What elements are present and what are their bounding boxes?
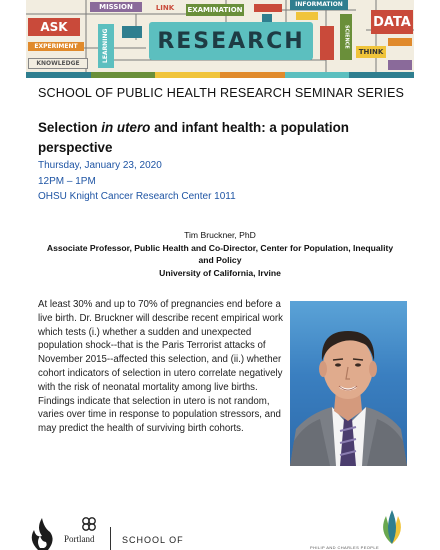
psu-logo-icon xyxy=(83,518,95,530)
speaker-name: Tim Bruckner, PhD xyxy=(184,230,256,240)
banner-word-information: INFORMATION xyxy=(290,0,348,10)
school-wordmark: SCHOOL OF xyxy=(122,535,184,545)
speaker-photo xyxy=(290,301,407,466)
research-word-cloud-banner xyxy=(26,0,414,72)
event-title xyxy=(38,118,378,158)
footer-divider xyxy=(110,527,111,550)
banner-tile xyxy=(320,26,334,60)
banner-main-word: RESEARCH xyxy=(149,22,313,60)
banner-word-experiment: EXPERIMENT xyxy=(28,42,84,51)
speaker-portrait-illustration xyxy=(290,301,407,466)
banner-tile xyxy=(122,26,142,38)
event-title-part: and infant health: a population perspective xyxy=(38,120,349,155)
banner-tile xyxy=(388,38,412,46)
event-title-italic: in utero xyxy=(101,120,151,135)
speaker-title: Associate Professor, Public Health and Co-Director, Center for Population, Inequality and Policy xyxy=(46,242,394,265)
psu-wordmark: Portland xyxy=(64,534,95,544)
talk-abstract: At least 30% and up to 70% of pregnancies end before a live birth. Dr. Bruckner will describe recent empirical work which tests (i.) whether a sudden and unexpected population shock--that is the Paris Terrorist attacks of November 2015--affected this selection, and (ii.) whether cohort indicators of selection in utero correlate negatively with the risk of neonatal mortality among live births. Findings indicate that selection in utero is not random, varies over time in response to population stressors, and may predict the health of surviving birth cohorts. xyxy=(38,299,283,435)
speaker-block xyxy=(40,229,400,279)
knight-cancer-logo-icon xyxy=(383,510,401,544)
speaker-affiliation: University of California, Irvine xyxy=(159,267,281,278)
banner-tile xyxy=(296,12,318,20)
banner-word-think: THINK xyxy=(356,46,386,58)
banner-word-knowledge: KNOWLEDGE xyxy=(28,58,88,69)
banner-word-data: DATA xyxy=(371,10,413,34)
banner-word-science: SCIENCE xyxy=(340,14,352,60)
banner-tile xyxy=(388,60,412,70)
event-location: OHSU Knight Cancer Research Center 1011 xyxy=(38,191,236,202)
event-title-part: Selection xyxy=(38,120,102,135)
banner-tile xyxy=(254,4,282,12)
banner-word-learning: LEARNING xyxy=(98,24,114,68)
event-time: 12PM – 1PM xyxy=(38,175,96,187)
seminar-series-heading: SCHOOL OF PUBLIC HEALTH RESEARCH SEMINAR SERIES xyxy=(38,86,405,100)
event-date: Thursday, January 23, 2020 xyxy=(38,160,162,171)
banner-word-ask: ASK xyxy=(28,18,80,36)
ohsu-logo-icon xyxy=(32,518,53,550)
banner-word-mission: MISSION xyxy=(90,2,142,12)
banner-color-strip xyxy=(26,72,414,78)
knight-cancer-tagline: PHILIP AND CHARLES PEOPLE xyxy=(310,545,380,550)
event-details xyxy=(38,158,236,205)
banner-word-examination: EXAMINATION xyxy=(186,4,244,16)
banner-word-link: LINK xyxy=(150,3,180,13)
